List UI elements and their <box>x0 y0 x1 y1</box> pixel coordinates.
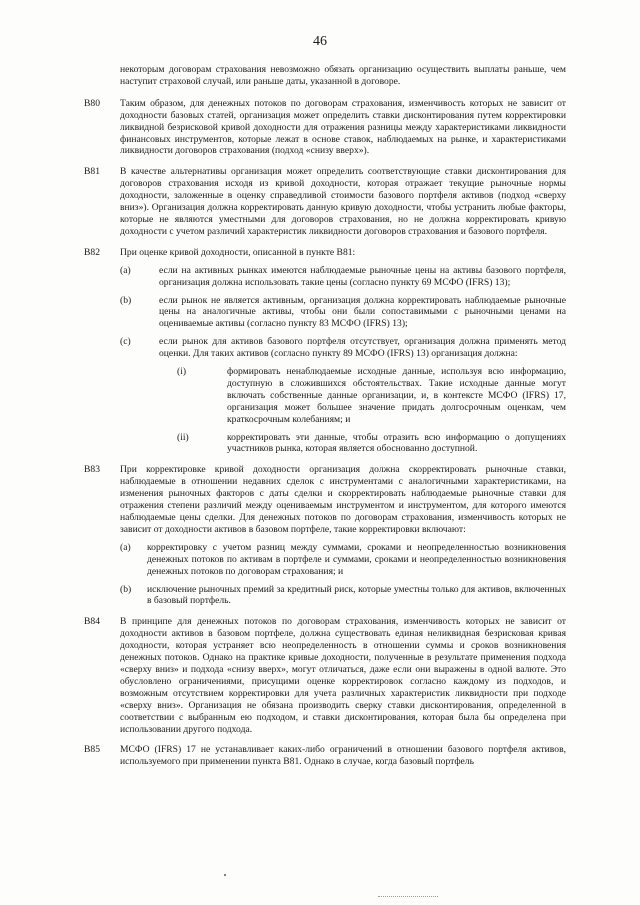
section-b84 <box>84 616 566 735</box>
sub-item-i <box>159 366 566 426</box>
item-text: исключение рыночных премий за кредитный риск, которые уместны только для активов, включенных в базовый портфель. <box>147 583 566 607</box>
page-content <box>84 64 566 777</box>
sub-item-label: (i) <box>177 366 187 378</box>
item-label: (b) <box>120 294 132 306</box>
section-b81 <box>84 166 566 237</box>
item-text: корректировку с учетом разниц между суммами, сроками и неопределенностью возникновения денежных потоков по активам в портфеле и суммами, сроками и неопределенностью возникновения денежных потоков по договорам страхования; и <box>147 541 566 577</box>
scan-speck <box>224 874 226 876</box>
section-text: МСФО (IFRS) 17 не устанавливает каких-либо ограничений в отношении базового портфеля активов, используемого при применении пункта B81. Однако в случае, когда базовый портфель <box>120 744 566 768</box>
item-label: (c) <box>120 336 131 348</box>
sub-item-label: (ii) <box>177 431 189 443</box>
section-label: B83 <box>84 464 100 476</box>
item-label: (b) <box>120 583 132 595</box>
list-item-b <box>120 295 566 331</box>
item-text: если на активных рынках имеются наблюдаемые рыночные цены на активы базового портфеля, организация должна использовать такие цены (согласно пункту 69 МСФО (IFRS) 13); <box>159 264 566 288</box>
sub-item-text: корректировать эти данные, чтобы отразить всю информацию о допущениях участников рынка, которая является обоснованно доступной. <box>227 431 566 455</box>
section-label: B81 <box>84 166 100 178</box>
section-b82 <box>84 247 566 456</box>
section-label: B84 <box>84 616 100 628</box>
section-text: При оценке кривой доходности, описанной в пункте B81: <box>120 246 356 258</box>
section-text: В принципе для денежных потоков по договорам страхования, изменчивость которых не зависит от доходности активов в базовом портфеле, должна существовать единая неликвидная безрисковая кривая доходности, которая устраняет всю неопределенность в отношении суммы и сроков возникновения денежных потоков. Однако на практике кривые доходности, полученные в результате применения подхода «сверху вниз» и подхода «снизу вверх», могут отличаться, даже если они выражены в одной валюте. Это обусловлено ограничениями, присущими оценке корректировок согласно каждому из подходов, и возможным отсутствием корректировки для учета различных характеристик ликвидности при подходе «сверху вниз». Организация не обязана производить сверку ставки дисконтирования, определенной в соответствии с выбранным ею подходом, и ставки дисконтирования, которая была бы определена при использовании другого подхода. <box>120 616 566 735</box>
section-label: B80 <box>84 97 100 109</box>
sub-item-ii <box>159 432 566 456</box>
section-text: Таким образом, для денежных потоков по договорам страхования, изменчивость которых не зависит от доходности базовых статей, организация может определить ставки дисконтирования путем корректировки ликвидной безрисковой кривой доходности для отражения разницы между характеристиками ликвидности финансовых инструментов, которые лежат в основе ставок, наблюдаемых на рынке, и характеристиками ликвидности договоров страхования (подход «снизу вверх»). <box>120 97 566 157</box>
section-b85 <box>84 744 566 768</box>
scan-artifact-line <box>378 896 438 898</box>
list-item-a <box>120 265 566 289</box>
section-label: B82 <box>84 246 100 258</box>
sub-item-text: формировать ненаблюдаемые исходные данные, используя всю информацию, доступную в сложившихся обстоятельствах. Такие исходные данные могут включать собственные данные организации, и, в контексте МСФО (IFRS) 17, организация может большее значение придать долгосрочным оценкам, чем краткосрочным колебаниям; и <box>227 366 566 425</box>
item-text: если рынок не является активным, организация должна корректировать наблюдаемые рыночные цены на аналогичные активы, чтобы они были сопоставимыми с рыночными ценами на оцениваемые активы (согласно пункту 83 МСФО (IFRS) 13); <box>159 294 566 330</box>
intro-paragraph: некоторым договорам страхования невозможно обязать организацию осуществить выплаты раньше, чем наступит страховой случай, или раньше даты, указанной в договоре. <box>120 64 566 87</box>
list-item-a <box>120 542 566 578</box>
item-text: если рынок для активов базового портфеля отсутствует, организация должна применять метод оценки. Для таких активов (согласно пункту 89 МСФО (IFRS) 13) организация должна: <box>159 336 566 360</box>
item-label: (a) <box>120 541 131 553</box>
section-text: При корректировке кривой доходности организация должна скорректировать рыночные ставки, наблюдаемые в отношении недавних сделок с инструментами с аналогичными характеристиками, на изменения рыночных факторов с даты сделки и скорректировать наблюдаемые рыночные ставки для отражения степени различий между оцениваемым инструментом и инструментом, для которого имеются наблюдаемые цены сделки. Для денежных потоков по договорам страхования, изменчивость которых не зависит от доходности активов в базовом портфеле, такие корректировки включают: <box>120 464 566 535</box>
section-b83 <box>84 464 566 607</box>
item-label: (a) <box>120 264 131 276</box>
section-b80 <box>84 98 566 158</box>
section-text: В качестве альтернативы организация может определить соответствующие ставки дисконтирования для договоров страхования исходя из кривой доходности, которая отражает текущие рыночные нормы доходности, заложенные в оценку справедливой стоимости базового портфеля активов (подход «сверху вниз»). Организация должна корректировать данную кривую доходности, чтобы устранить любые факторы, которые не являются уместными для договоров страхования, но не должна корректировать кривую доходности с учетом различий характеристик ликвидности договоров страхования и базового портфеля. <box>120 166 566 237</box>
list-item-c <box>120 336 566 455</box>
page-number: 46 <box>313 34 327 49</box>
list-item-b <box>120 584 566 608</box>
section-label: B85 <box>84 744 100 756</box>
